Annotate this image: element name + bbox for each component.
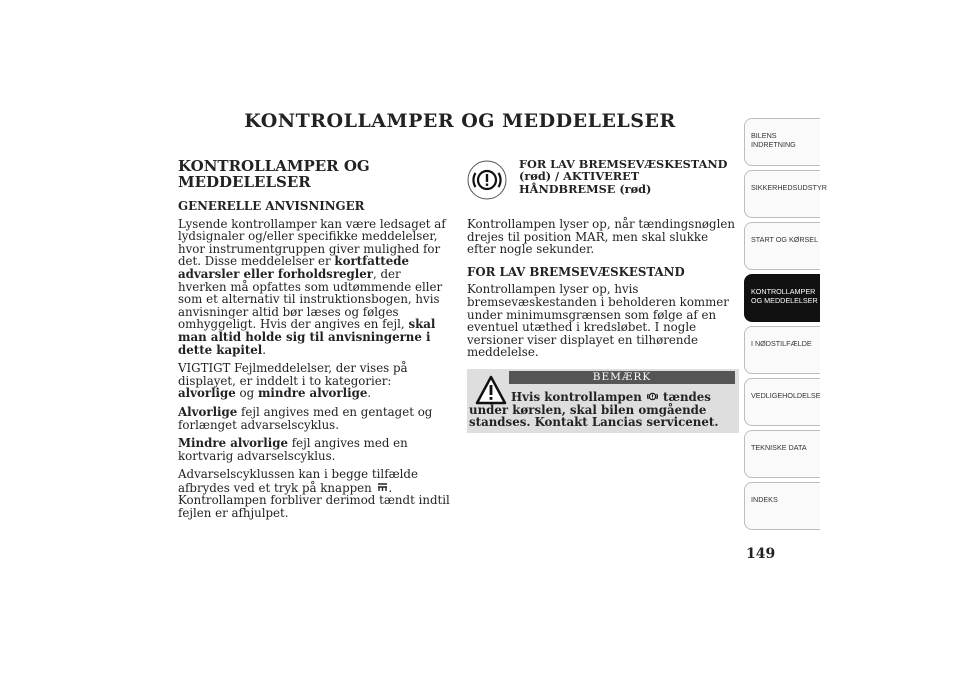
low-brake-fluid-heading: FOR LAV BREMSEVÆSKESTAND <box>467 264 685 279</box>
bold-span: Alvorlige <box>178 404 238 419</box>
note-box <box>467 369 739 433</box>
text-span: Lysende kontrollamper kan være ledsaget af lydsignaler og/eller specifikke meddelelser, hvor instrumentgruppen giver mulighed for det. Disse meddelelser er <box>178 216 446 269</box>
tab-bilens-indretning[interactable]: BILENS INDRETNING <box>744 118 820 166</box>
brake-warning-icon <box>467 160 507 200</box>
important-paragraph <box>178 362 450 400</box>
text-span: og <box>235 386 258 401</box>
tab-kontrollamper[interactable]: KONTROLLAMPER OG MEDDELELSER <box>744 274 820 322</box>
serious-faults-paragraph <box>178 406 450 431</box>
intro-paragraph <box>178 218 450 357</box>
text-span: . <box>262 342 266 357</box>
note-title: BEMÆRK <box>509 371 735 384</box>
bold-span: kortfattede advarsler eller forholdsregler <box>178 254 410 281</box>
low-brake-fluid-paragraph: Kontrollampen lyser op, hvis bremsevæskestanden i beholderen kommer under minimumsgrænsen som følge af en eventuel utæthed i kredsløbet. I nogle versioner viser displayet en tilhørende meddelelse. <box>467 282 729 360</box>
mode-button-icon <box>376 481 389 494</box>
bold-span: Mindre alvorlige <box>178 436 288 451</box>
tab-vedligeholdelse[interactable]: VEDLIGEHOLDELSE <box>744 378 820 426</box>
tab-tekniske-data[interactable]: TEKNISKE DATA <box>744 430 820 478</box>
warning-cycle-paragraph <box>178 468 450 519</box>
tab-nodstilfaelde[interactable]: I NØDSTILFÆLDE <box>744 326 820 374</box>
minor-faults-paragraph <box>178 437 450 462</box>
note-text <box>469 390 735 429</box>
general-instructions-heading: GENERELLE ANVISNINGER <box>178 199 365 213</box>
chapter-sidebar <box>744 118 827 534</box>
text-span: VIGTIGT Fejlmeddelelser, der vises på displayet, er inddelt i to kategorier: <box>178 361 408 388</box>
ignition-paragraph: Kontrollampen lyser op, når tændingsnøglen drejes til position MAR, men skal slukke efter nogle sekunder. <box>467 217 735 257</box>
tab-sikkerhedsudstyr[interactable]: SIKKERHEDSUDSTYR <box>744 170 820 218</box>
brake-warning-icon <box>646 390 659 403</box>
brake-warning-heading: FOR LAV BREMSEVÆSKESTAND (rød) / AKTIVERET HÅNDBREMSE (rød) <box>519 157 728 196</box>
bold-span: skal man altid holde sig til anvisningerne i dette kapitel <box>178 317 436 357</box>
text-span: Advarselscyklussen kan i begge tilfælde afbrydes ved et tryk på knappen <box>178 467 418 495</box>
text-span: fejl angives med en gentaget og forlænget advarselscyklus. <box>178 404 433 432</box>
brake-warning-row <box>467 158 739 218</box>
tab-indeks[interactable]: INDEKS <box>744 482 820 530</box>
section-heading: KONTROLLAMPER OG MEDDELELSER <box>178 157 370 191</box>
page-number: 149 <box>746 546 776 562</box>
text-span: . <box>367 386 372 401</box>
text-span: . Kontrollampen forbliver derimod tændt indtil fejlen er afhjulpet. <box>178 480 450 521</box>
text-span: tændes under kørslen, skal bilen omgående standses. Kontakt Lancias servicenet. <box>469 389 719 430</box>
text-span: , der hverken må opfattes som udtømmende eller som et alternativ til instruktionsbogen, hvis anvisninger altid bør læses og følges omhyggeligt. Hvis der angives en fejl, <box>178 266 443 332</box>
text-span: fejl angives med en kortvarig advarselscyklus. <box>178 436 408 463</box>
tab-start-og-korsel[interactable]: START OG KØRSEL <box>744 222 820 270</box>
right-column <box>467 158 739 433</box>
page-title: KONTROLLAMPER OG MEDDELELSER <box>244 110 676 132</box>
bold-span: mindre alvorlige <box>257 386 368 401</box>
text-span: Hvis kontrollampen <box>511 389 646 404</box>
left-column <box>178 158 450 526</box>
bold-span: alvorlige <box>178 386 236 401</box>
